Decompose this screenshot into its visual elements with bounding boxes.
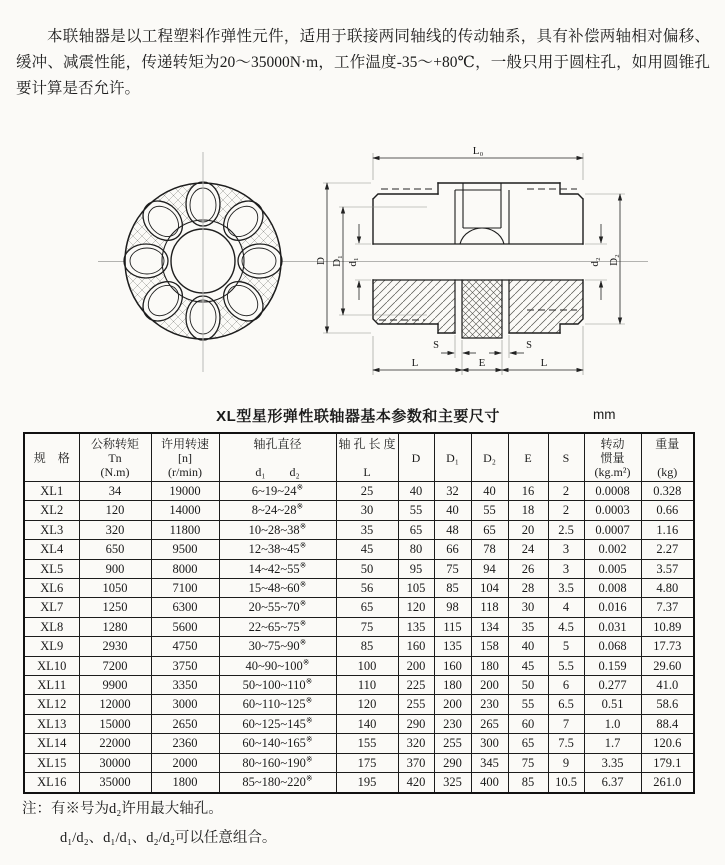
table-cell: 195: [336, 773, 398, 793]
table-cell: 0.002: [584, 540, 641, 559]
dim-label-d2: d₂: [589, 257, 601, 267]
table-cell: 0.008: [584, 579, 641, 598]
table-cell: 200: [398, 656, 434, 675]
table-cell: 0.005: [584, 559, 641, 578]
table-cell: 140: [336, 714, 398, 733]
front-view-drawing: [88, 146, 320, 378]
table-cell: 7.5: [548, 734, 584, 753]
table-cell: 35: [336, 520, 398, 539]
table-cell: 4: [548, 598, 584, 617]
dim-label-L-left: L: [411, 357, 419, 369]
table-row: [24, 559, 694, 578]
table-cell: 290: [398, 714, 434, 733]
table-cell: 200: [434, 695, 471, 714]
table-cell: 22~65~75※: [219, 617, 336, 636]
table-cell: 255: [398, 695, 434, 714]
table-cell: 30: [336, 501, 398, 520]
note-line-2: d₁/d₂、d₁/d₁、d₂/d₂可以任意组合。: [60, 830, 277, 846]
table-row: [24, 579, 694, 598]
table-cell: 4750: [151, 637, 219, 656]
table-cell: XL4: [24, 540, 79, 559]
table-cell: 17.73: [641, 637, 694, 656]
section-hatching: [373, 280, 583, 338]
table-cell: 1280: [79, 617, 151, 636]
table-cell: 5.5: [548, 656, 584, 675]
column-header: S: [548, 433, 584, 482]
table-cell: 160: [398, 637, 434, 656]
table-cell: XL15: [24, 753, 79, 772]
table-cell: 120: [398, 598, 434, 617]
table-cell: 85: [336, 637, 398, 656]
dim-label-D2: D₂: [608, 254, 620, 266]
table-cell: 2: [548, 501, 584, 520]
table-cell: 45: [336, 540, 398, 559]
table-cell: 2650: [151, 714, 219, 733]
table-cell: 7: [548, 714, 584, 733]
table-cell: 75: [336, 617, 398, 636]
table-cell: 175: [336, 753, 398, 772]
table-cell: 26: [508, 559, 548, 578]
table-row: [24, 482, 694, 501]
table-cell: 158: [471, 637, 508, 656]
table-row: [24, 540, 694, 559]
table-cell: 1.16: [641, 520, 694, 539]
table-cell: 110: [336, 676, 398, 695]
table-cell: 8000: [151, 559, 219, 578]
table-row: [24, 676, 694, 695]
table-cell: 40: [398, 482, 434, 501]
table-cell: 3750: [151, 656, 219, 675]
table-cell: 2930: [79, 637, 151, 656]
table-cell: 10~28~38※: [219, 520, 336, 539]
table-row: [24, 501, 694, 520]
table-cell: 25: [336, 482, 398, 501]
table-cell: 55: [471, 501, 508, 520]
column-header: 轴孔直径 d₁ d₂: [219, 433, 336, 482]
table-cell: 65: [471, 520, 508, 539]
table-cell: 200: [471, 676, 508, 695]
table-cell: 2000: [151, 753, 219, 772]
dim-label-S-left: S: [433, 340, 439, 351]
table-cell: 60~140~165※: [219, 734, 336, 753]
table-cell: XL10: [24, 656, 79, 675]
table-title: XL型星形弹性联轴器基本参数和主要尺寸: [216, 408, 500, 425]
table-cell: 3.35: [584, 753, 641, 772]
table-cell: 6.37: [584, 773, 641, 793]
dim-label-d1: d₁: [347, 257, 359, 267]
table-cell: 345: [471, 753, 508, 772]
table-cell: 134: [471, 617, 508, 636]
table-cell: 265: [471, 714, 508, 733]
table-cell: 5: [548, 637, 584, 656]
table-row: [24, 734, 694, 753]
table-cell: 35: [508, 617, 548, 636]
table-cell: 3: [548, 540, 584, 559]
table-cell: 40~90~100※: [219, 656, 336, 675]
table-cell: 0.277: [584, 676, 641, 695]
table-cell: 78: [471, 540, 508, 559]
spec-table: [23, 432, 695, 794]
table-cell: XL11: [24, 676, 79, 695]
column-header: 转动 惯量 (kg.m²): [584, 433, 641, 482]
intro-paragraph: 本联轴器是以工程塑料作弹性元件，适用于联接两同轴线的传动轴系，具有补偿两轴相对偏移、缓冲、减震性能，传递转矩为20～35000N·m，工作温度-35～+80℃，一般只用于圆柱孔，如用圆锥孔要计算是否允许。: [16, 27, 710, 97]
table-cell: 88.4: [641, 714, 694, 733]
table-cell: 75: [508, 753, 548, 772]
table-cell: XL16: [24, 773, 79, 793]
table-cell: 50: [508, 676, 548, 695]
extension-lines: [323, 153, 625, 375]
table-cell: 300: [471, 734, 508, 753]
table-cell: 6300: [151, 598, 219, 617]
table-cell: 160: [434, 656, 471, 675]
table-cell: 7200: [79, 656, 151, 675]
table-cell: XL8: [24, 617, 79, 636]
column-header: 规 格: [24, 433, 79, 482]
table-cell: 30000: [79, 753, 151, 772]
table-cell: 3.57: [641, 559, 694, 578]
column-header: D₁: [434, 433, 471, 482]
table-cell: 29.60: [641, 656, 694, 675]
table-cell: 255: [434, 734, 471, 753]
table-cell: 1050: [79, 579, 151, 598]
table-cell: 0.0008: [584, 482, 641, 501]
table-body: [24, 482, 694, 793]
elastic-petal: [124, 244, 168, 278]
jaw-interlock: [455, 183, 509, 244]
table-cell: XL13: [24, 714, 79, 733]
table-cell: 40: [508, 637, 548, 656]
table-cell: 34: [79, 482, 151, 501]
table-cell: XL14: [24, 734, 79, 753]
dim-label-L0: L₀: [472, 145, 484, 157]
table-cell: 1800: [151, 773, 219, 793]
table-cell: 60~125~145※: [219, 714, 336, 733]
table-row: [24, 714, 694, 733]
table-header: [24, 433, 694, 482]
table-cell: 55: [508, 695, 548, 714]
table-cell: 30~75~90※: [219, 637, 336, 656]
table-cell: 14000: [151, 501, 219, 520]
table-cell: 12000: [79, 695, 151, 714]
table-cell: 120.6: [641, 734, 694, 753]
table-cell: 230: [471, 695, 508, 714]
table-cell: 320: [398, 734, 434, 753]
table-cell: 6: [548, 676, 584, 695]
table-cell: 0.66: [641, 501, 694, 520]
table-cell: 58.6: [641, 695, 694, 714]
unit-label: mm: [593, 407, 616, 422]
table-cell: 4.5: [548, 617, 584, 636]
table-cell: XL1: [24, 482, 79, 501]
dim-label-S-right: S: [526, 340, 532, 351]
table-cell: 19000: [151, 482, 219, 501]
elastic-petal: [238, 244, 282, 278]
table-cell: 105: [398, 579, 434, 598]
table-cell: 325: [434, 773, 471, 793]
table-cell: 9900: [79, 676, 151, 695]
table-cell: 120: [336, 695, 398, 714]
table-cell: 22000: [79, 734, 151, 753]
table-cell: 15000: [79, 714, 151, 733]
table-cell: 2.27: [641, 540, 694, 559]
table-cell: 9500: [151, 540, 219, 559]
table-cell: 80~160~190※: [219, 753, 336, 772]
table-cell: 95: [398, 559, 434, 578]
table-cell: 0.0003: [584, 501, 641, 520]
table-cell: 65: [508, 734, 548, 753]
table-cell: XL12: [24, 695, 79, 714]
table-cell: 10.5: [548, 773, 584, 793]
table-cell: 650: [79, 540, 151, 559]
column-header: 许用转速 [n] (r/min): [151, 433, 219, 482]
table-cell: 65: [398, 520, 434, 539]
table-cell: 75: [434, 559, 471, 578]
table-row: [24, 598, 694, 617]
table-cell: 370: [398, 753, 434, 772]
table-cell: 180: [471, 656, 508, 675]
column-header: D: [398, 433, 434, 482]
table-cell: 120: [79, 501, 151, 520]
table-cell: 1.0: [584, 714, 641, 733]
table-cell: XL9: [24, 637, 79, 656]
table-cell: 2.5: [548, 520, 584, 539]
dim-label-D: D: [315, 257, 327, 265]
table-cell: 115: [434, 617, 471, 636]
table-cell: 2: [548, 482, 584, 501]
table-cell: 135: [398, 617, 434, 636]
table-cell: 135: [434, 637, 471, 656]
table-cell: 20: [508, 520, 548, 539]
table-cell: 320: [79, 520, 151, 539]
table-cell: 56: [336, 579, 398, 598]
table-cell: 24: [508, 540, 548, 559]
table-cell: 1.7: [584, 734, 641, 753]
table-cell: 41.0: [641, 676, 694, 695]
table-row: [24, 753, 694, 772]
table-cell: 230: [434, 714, 471, 733]
table-cell: 118: [471, 598, 508, 617]
table-cell: 14~42~55※: [219, 559, 336, 578]
table-cell: 900: [79, 559, 151, 578]
table-cell: 5600: [151, 617, 219, 636]
table-cell: 2360: [151, 734, 219, 753]
dim-label-L-right: L: [540, 357, 548, 369]
table-cell: 3.5: [548, 579, 584, 598]
table-cell: 60: [508, 714, 548, 733]
section-view-drawing: [315, 142, 645, 390]
table-row: [24, 656, 694, 675]
table-cell: 0.068: [584, 637, 641, 656]
table-row: [24, 637, 694, 656]
note-line-1: 注：有※号为d₂许用最大轴孔。: [22, 801, 223, 817]
table-cell: 11800: [151, 520, 219, 539]
table-row: [24, 773, 694, 793]
table-cell: 6.5: [548, 695, 584, 714]
table-cell: 40: [471, 482, 508, 501]
table-cell: 104: [471, 579, 508, 598]
table-cell: 35000: [79, 773, 151, 793]
table-cell: 48: [434, 520, 471, 539]
table-cell: 0.328: [641, 482, 694, 501]
table-cell: 400: [471, 773, 508, 793]
table-cell: 60~110~125※: [219, 695, 336, 714]
table-cell: 32: [434, 482, 471, 501]
table-cell: 7100: [151, 579, 219, 598]
table-cell: 1250: [79, 598, 151, 617]
table-row: [24, 695, 694, 714]
table-cell: XL5: [24, 559, 79, 578]
table-cell: 3000: [151, 695, 219, 714]
table-cell: 0.0007: [584, 520, 641, 539]
table-cell: 180: [434, 676, 471, 695]
table-cell: 85: [434, 579, 471, 598]
table-cell: 8~24~28※: [219, 501, 336, 520]
table-cell: 12~38~45※: [219, 540, 336, 559]
table-cell: 66: [434, 540, 471, 559]
table-cell: 3: [548, 559, 584, 578]
table-cell: 15~48~60※: [219, 579, 336, 598]
table-cell: 85: [508, 773, 548, 793]
table-cell: 100: [336, 656, 398, 675]
column-header: E: [508, 433, 548, 482]
table-cell: 7.37: [641, 598, 694, 617]
table-cell: 94: [471, 559, 508, 578]
table-cell: 28: [508, 579, 548, 598]
column-header: 公称转矩 Tn (N.m): [79, 433, 151, 482]
table-cell: 98: [434, 598, 471, 617]
column-header: D₂: [471, 433, 508, 482]
column-header: 轴 孔 长 度 L: [336, 433, 398, 482]
table-cell: 225: [398, 676, 434, 695]
table-cell: 179.1: [641, 753, 694, 772]
table-cell: 65: [336, 598, 398, 617]
dim-label-D1: D₁: [331, 255, 343, 267]
table-cell: 4.80: [641, 579, 694, 598]
table-cell: 0.016: [584, 598, 641, 617]
table-cell: 0.51: [584, 695, 641, 714]
table-cell: 290: [434, 753, 471, 772]
table-cell: 20~55~70※: [219, 598, 336, 617]
table-cell: XL6: [24, 579, 79, 598]
table-cell: 6~19~24※: [219, 482, 336, 501]
table-cell: 0.159: [584, 656, 641, 675]
table-cell: 3350: [151, 676, 219, 695]
table-row: [24, 520, 694, 539]
table-cell: 420: [398, 773, 434, 793]
table-cell: 50: [336, 559, 398, 578]
column-header: 重量 (kg): [641, 433, 694, 482]
table-cell: 0.031: [584, 617, 641, 636]
dim-label-E: E: [478, 357, 486, 369]
table-cell: 261.0: [641, 773, 694, 793]
table-cell: 85~180~220※: [219, 773, 336, 793]
table-cell: 9: [548, 753, 584, 772]
table-cell: 80: [398, 540, 434, 559]
table-cell: 30: [508, 598, 548, 617]
table-cell: 50~100~110※: [219, 676, 336, 695]
table-row: [24, 617, 694, 636]
table-cell: 55: [398, 501, 434, 520]
table-cell: XL7: [24, 598, 79, 617]
table-cell: 10.89: [641, 617, 694, 636]
table-cell: XL3: [24, 520, 79, 539]
table-cell: 16: [508, 482, 548, 501]
table-cell: 40: [434, 501, 471, 520]
table-cell: XL2: [24, 501, 79, 520]
table-cell: 18: [508, 501, 548, 520]
table-cell: 155: [336, 734, 398, 753]
table-cell: 45: [508, 656, 548, 675]
